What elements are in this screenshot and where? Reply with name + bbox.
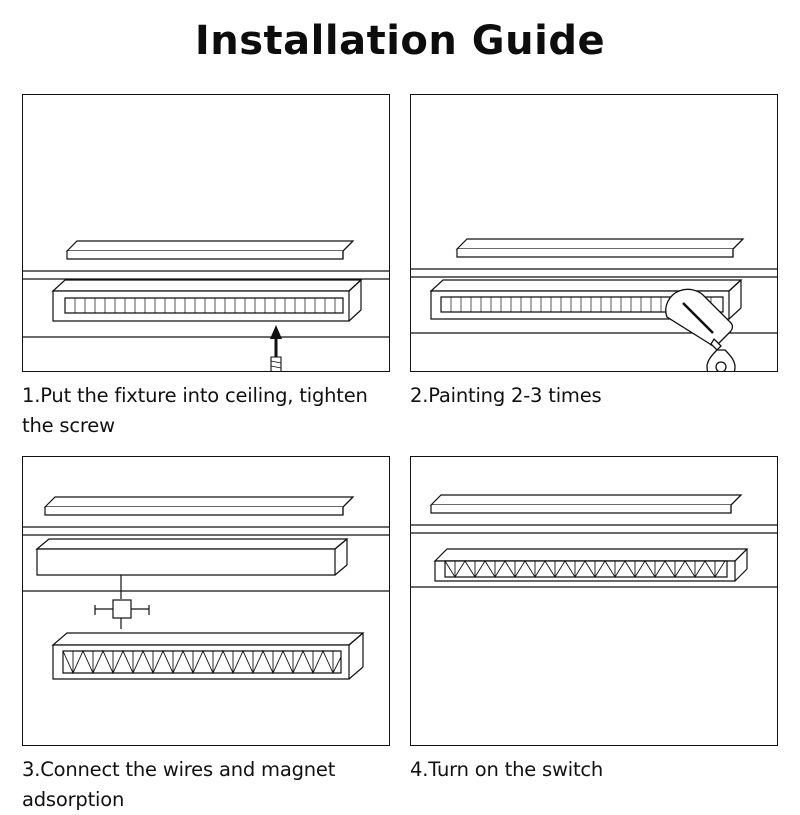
- wire-connector-icon: [95, 575, 149, 629]
- up-arrow-icon: [270, 325, 282, 357]
- step-2-caption: 2.Painting 2-3 times: [410, 384, 602, 407]
- installation-guide-page: [0, 14, 800, 814]
- ceiling-panel-icon: [67, 241, 353, 259]
- step-1-illustration: [22, 94, 390, 372]
- step-4: [410, 456, 778, 815]
- step-1-caption: 1.Put the fixture into ceiling, tighten the screw: [22, 384, 368, 437]
- ceiling-panel-icon: [457, 239, 743, 257]
- step-4-illustration: [410, 456, 778, 746]
- step-1: [22, 94, 390, 441]
- step-4-caption: 4.Turn on the switch: [410, 758, 604, 781]
- steps-grid-row-2: [22, 456, 778, 815]
- installed-louver-light-icon: [435, 549, 747, 581]
- step-3-illustration: [22, 456, 390, 746]
- step-2: [410, 94, 778, 441]
- steps-grid: [22, 94, 778, 441]
- linear-light-fixture-icon: [53, 280, 361, 321]
- page-title: Installation Guide: [194, 18, 606, 64]
- step-3: [22, 456, 390, 815]
- step-2-illustration: [410, 94, 778, 372]
- ceiling-panel-icon: [45, 497, 353, 515]
- screw-icon: [271, 357, 281, 372]
- step-3-caption: 3.Connect the wires and magnet adsorption: [22, 758, 336, 811]
- ceiling-recess-icon: [37, 539, 347, 575]
- louver-light-fixture-icon: [53, 633, 363, 679]
- ceiling-panel-icon: [431, 495, 741, 513]
